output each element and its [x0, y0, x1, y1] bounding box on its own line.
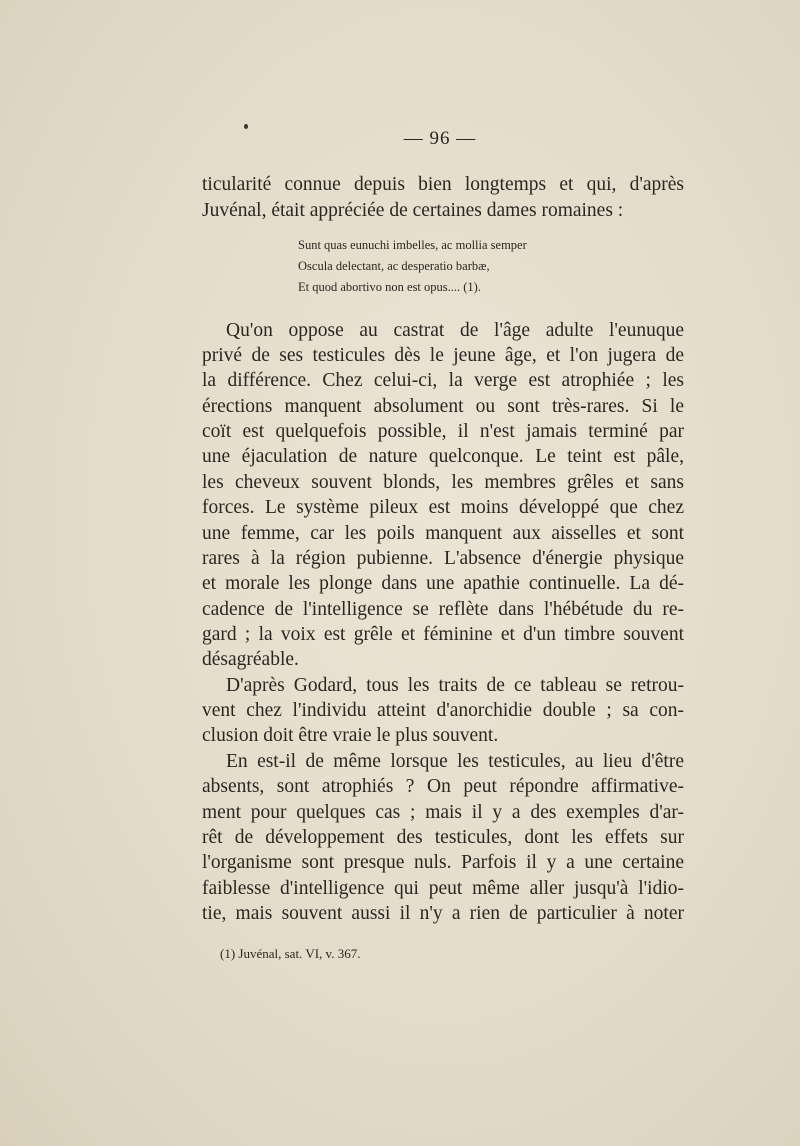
verse-line: Oscula delectant, ac desperatio barbæ, [298, 259, 490, 273]
text-line: rares à la région pubienne. L'absence d'énergie physique [202, 548, 684, 569]
text-line: tie, mais souvent aussi il n'y a rien de particulier à noter [202, 903, 684, 924]
text-line: et morale les plonge dans une apathie continuelle. La dé- [202, 573, 684, 594]
text-line: cadence de l'intelligence se reflète dans l'hébétude du re- [202, 599, 684, 620]
footnote: (1) Juvénal, sat. VI, v. 367. [220, 946, 361, 961]
text-line: privé de ses testicules dès le jeune âge, et l'on jugera de [202, 345, 684, 366]
text-line: D'après Godard, tous les traits de ce tableau se retrou- [226, 675, 684, 696]
text-line: une éjaculation de nature quelconque. Le teint est pâle, [202, 446, 684, 467]
text-line: Qu'on oppose au castrat de l'âge adulte l'eunuque [226, 320, 684, 341]
text-line: faiblesse d'intelligence qui peut même aller jusqu'à l'idio- [202, 878, 684, 899]
text-line: absents, sont atrophiés ? On peut répondre affirmative- [202, 776, 684, 797]
text-line: une femme, car les poils manquent aux aisselles et sont [202, 523, 684, 544]
text-line: vent chez l'individu atteint d'anorchidie double ; sa con- [202, 700, 684, 721]
text-line: érections manquent absolument ou sont très-rares. Si le [202, 396, 684, 417]
text-line: ticularité connue depuis bien longtemps et qui, d'après [202, 174, 684, 195]
verse-line: Et quod abortivo non est opus.... (1). [298, 280, 481, 294]
text-line: clusion doit être vraie le plus souvent. [202, 725, 499, 746]
text-line: ment pour quelques cas ; mais il y a des exemples d'ar- [202, 802, 684, 823]
text-line: En est-il de même lorsque les testicules, au lieu d'être [226, 751, 684, 772]
text-line: gard ; la voix est grêle et féminine et d'un timbre souvent [202, 624, 684, 645]
text-line: les cheveux souvent blonds, les membres grêles et sans [202, 472, 684, 493]
text-line: Juvénal, était appréciée de certaines dames romaines : [202, 200, 624, 221]
text-line: coït est quelquefois possible, il n'est jamais terminé par [202, 421, 684, 442]
page-number: — 96 — [403, 128, 477, 149]
text-line: forces. Le système pileux est moins développé que chez [202, 497, 684, 518]
text-line: rêt de développement des testicules, dont les effets sur [202, 827, 684, 848]
text-line: désagréable. [202, 649, 299, 670]
text-line: l'organisme sont presque nuls. Parfois il y a une certaine [202, 852, 684, 873]
text-line: la différence. Chez celui-ci, la verge est atrophiée ; les [202, 370, 684, 391]
verse-line: Sunt quas eunuchi imbelles, ac mollia semper [298, 238, 527, 252]
